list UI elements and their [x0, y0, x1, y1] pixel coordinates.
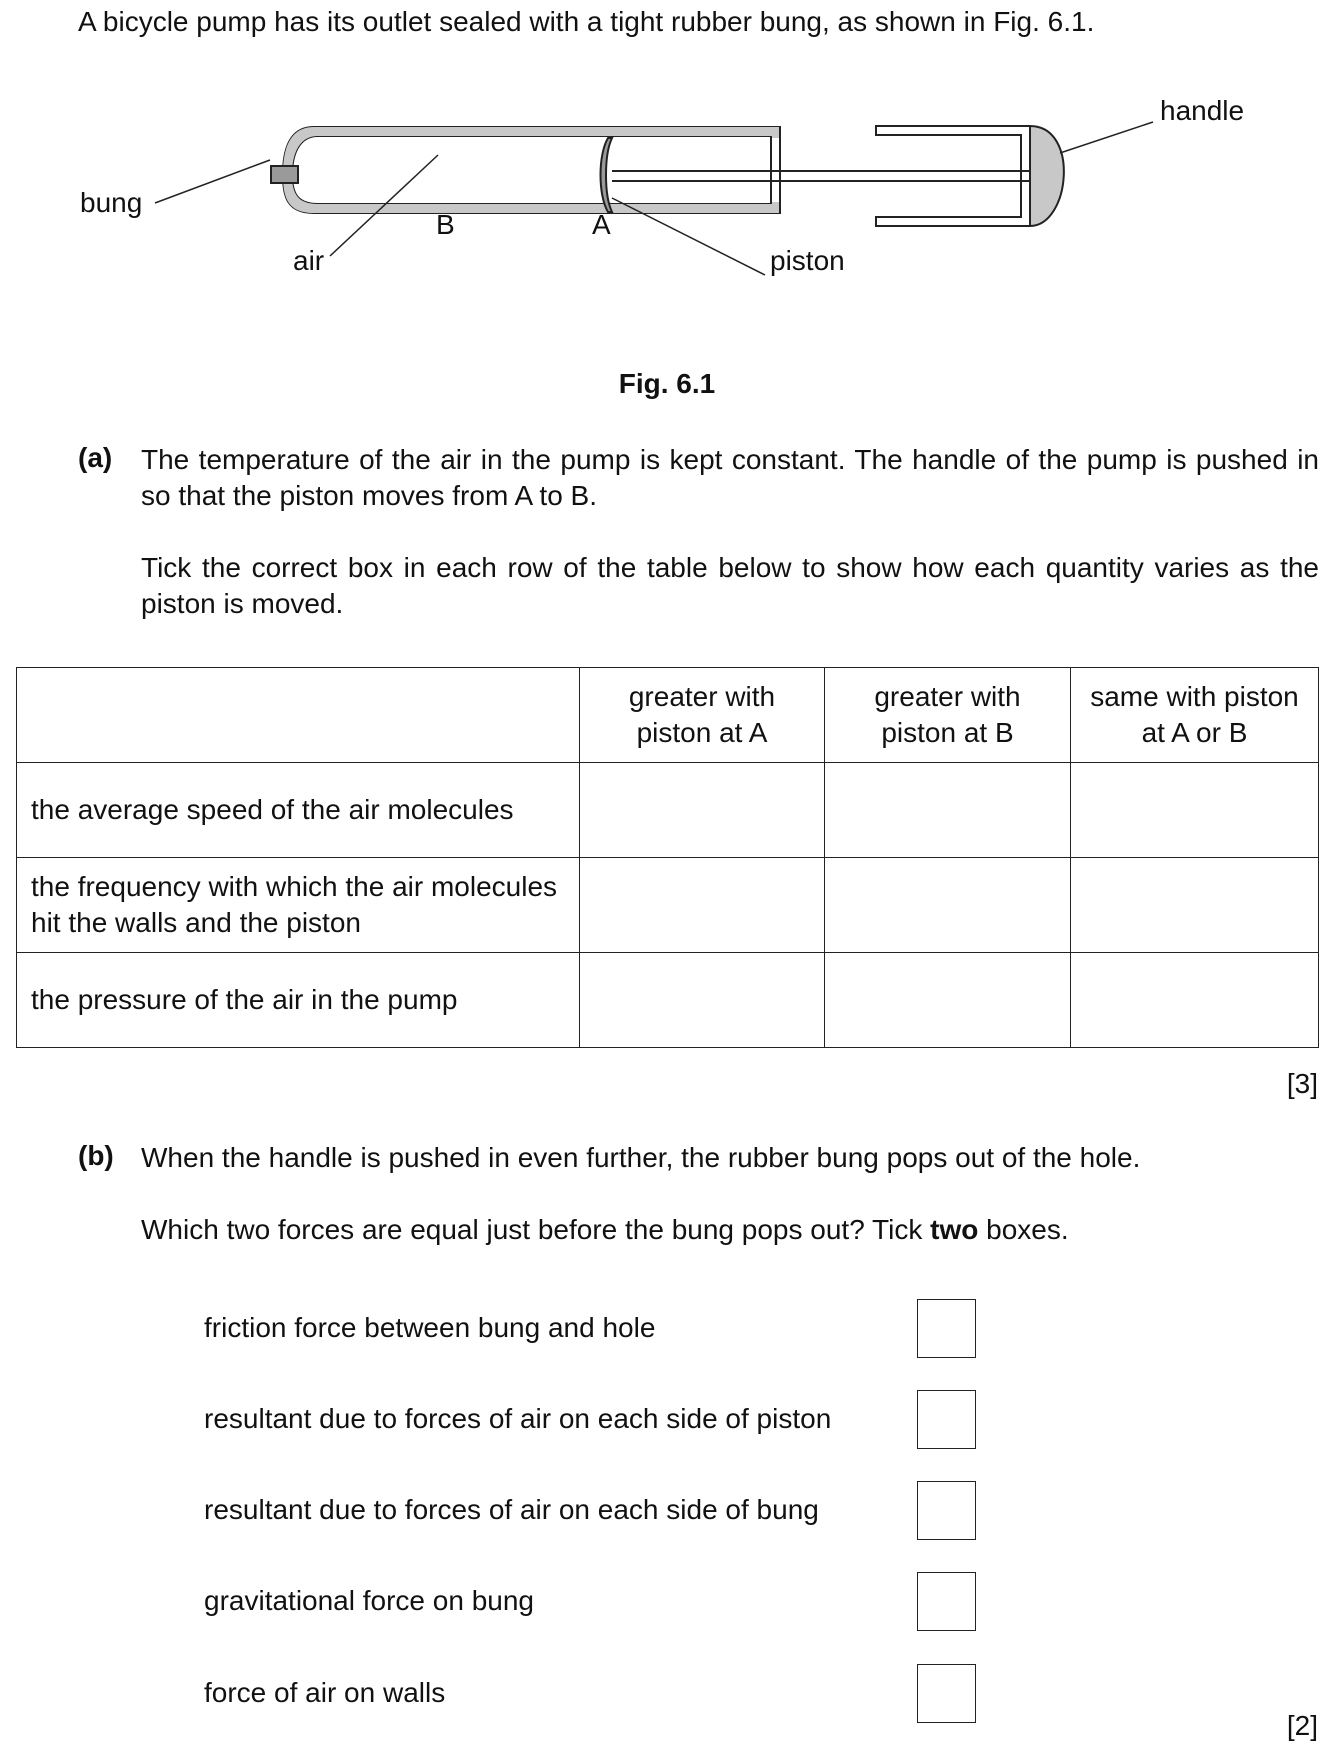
tick-box[interactable]	[917, 1664, 976, 1723]
bung-shape	[271, 166, 298, 183]
part-b-text-2-end: boxes.	[978, 1214, 1069, 1245]
option-label: force of air on walls	[204, 1677, 446, 1708]
answer-cell[interactable]	[1071, 858, 1319, 953]
bicycle-pump-diagram	[0, 90, 1334, 330]
tick-box[interactable]	[917, 1299, 976, 1358]
handle-label: handle	[1160, 95, 1245, 126]
part-a-marks: [3]	[1286, 1068, 1318, 1099]
row-label: the pressure of the air in the pump	[17, 953, 580, 1048]
label-b: B	[436, 209, 455, 240]
part-b-text-1: When the handle is pushed in even further, the rubber bung pops out of the hole.	[141, 1142, 1141, 1173]
table-row	[17, 858, 1319, 953]
option-label: resultant due to forces of air on each side of piston	[204, 1403, 832, 1434]
answer-cell[interactable]	[825, 953, 1071, 1048]
piston-label: piston	[770, 245, 845, 276]
answer-cell[interactable]	[825, 763, 1071, 858]
table-header: same with piston at A or B	[1071, 668, 1319, 763]
option-label: gravitational force on bung	[204, 1585, 534, 1616]
row-label: the frequency with which the air molecules hit the walls and the piston	[17, 858, 580, 953]
answer-table	[16, 667, 1319, 1048]
part-a-text-1: The temperature of the air in the pump is kept constant. The handle of the pump is pushed in so that the piston moves from A to B.	[141, 444, 1319, 511]
piston-shape	[601, 138, 613, 212]
answer-cell[interactable]	[825, 858, 1071, 953]
table-row	[17, 763, 1319, 858]
part-b-marks: [2]	[1286, 1710, 1318, 1741]
label-a: A	[592, 209, 611, 240]
tick-box[interactable]	[917, 1390, 976, 1449]
table-header: greater with piston at B	[825, 668, 1071, 763]
answer-cell[interactable]	[1071, 763, 1319, 858]
tick-box[interactable]	[917, 1572, 976, 1631]
handle-frame	[876, 126, 1030, 226]
bung-label: bung	[80, 187, 143, 218]
intro-text: A bicycle pump has its outlet sealed with a tight rubber bung, as shown in Fig. 6.1.	[78, 6, 1095, 37]
row-label: the average speed of the air molecules	[17, 763, 580, 858]
answer-cell[interactable]	[580, 763, 825, 858]
option-label: resultant due to forces of air on each side of bung	[204, 1494, 819, 1525]
part-b-text-2-start: Which two forces are equal just before the bung pops out? Tick	[141, 1214, 931, 1245]
table-header: greater with piston at A	[580, 668, 825, 763]
option-label: friction force between bung and hole	[204, 1312, 656, 1343]
table-header-row	[17, 668, 1319, 763]
part-a-text-2: Tick the correct box in each row of the table below to show how each quantity varies as the piston is moved.	[141, 552, 1319, 619]
part-a-label: (a)	[78, 442, 113, 473]
air-label: air	[293, 245, 325, 276]
tick-box[interactable]	[917, 1481, 976, 1540]
table-header-blank	[17, 668, 580, 763]
part-b-label: (b)	[78, 1140, 114, 1171]
handle-grip	[1030, 126, 1064, 226]
answer-cell[interactable]	[1071, 953, 1319, 1048]
part-b-text-2-bold: two	[930, 1214, 979, 1245]
part-b-text-2	[141, 1212, 1319, 1248]
answer-cell[interactable]	[580, 858, 825, 953]
figure-caption: Fig. 6.1	[618, 368, 716, 399]
answer-cell[interactable]	[580, 953, 825, 1048]
table-row	[17, 953, 1319, 1048]
